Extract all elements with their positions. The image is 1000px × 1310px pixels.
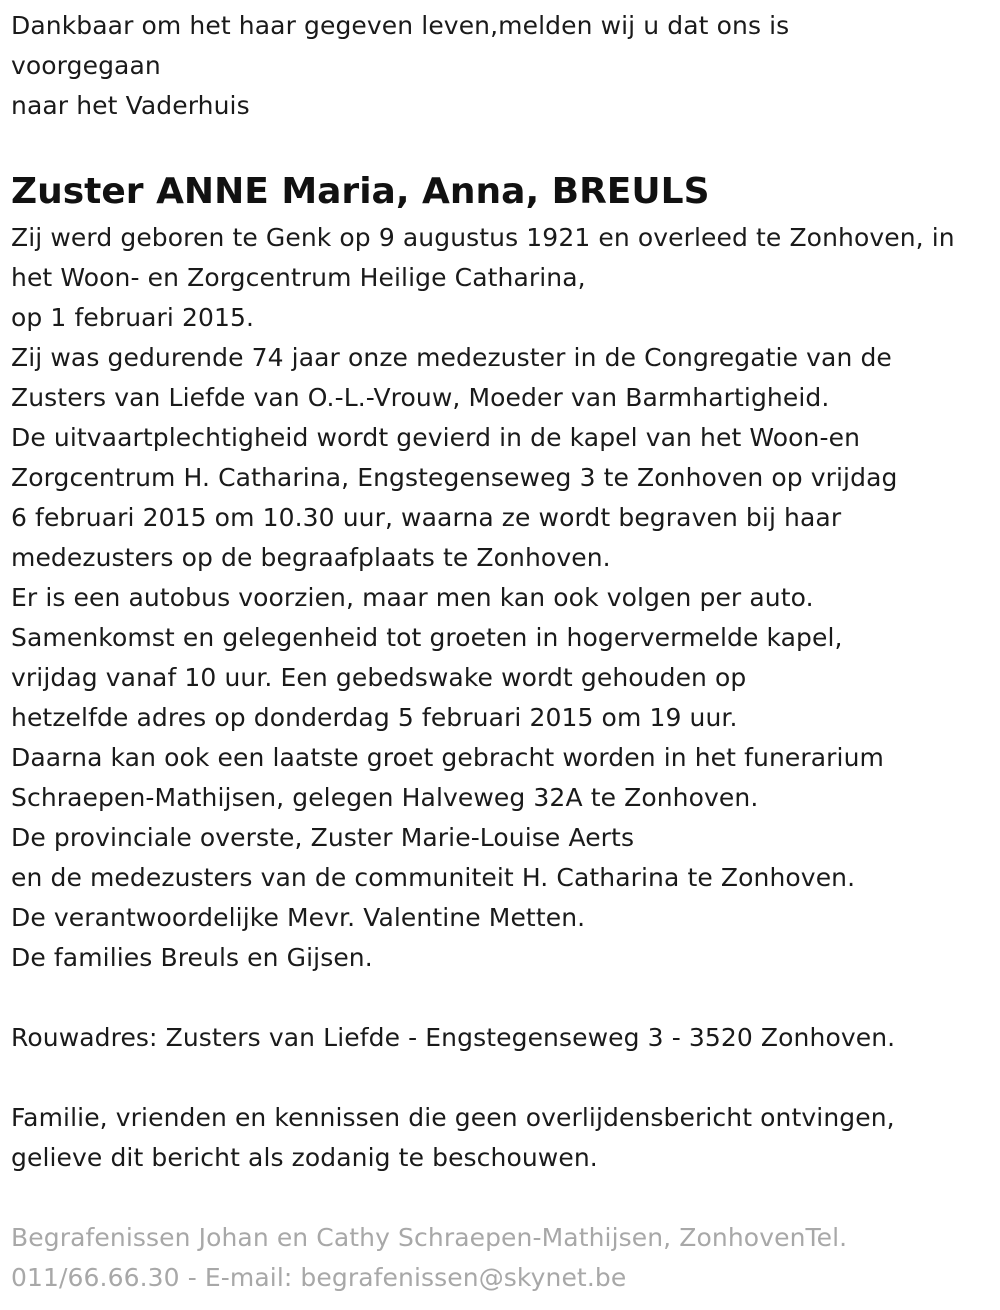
intro-line: Dankbaar om het haar gegeven leven,melden wij u dat ons is — [11, 11, 790, 40]
notice-line: gelieve dit bericht als zodanig te beschouwen. — [11, 1143, 598, 1172]
mourning-address: Rouwadres: Zusters van Liefde - Engstegenseweg 3 - 3520 Zonhoven. — [11, 1023, 896, 1052]
footer-line: Begrafenissen Johan en Cathy Schraepen-Mathijsen, ZonhovenTel. — [11, 1223, 848, 1252]
body-text — [11, 218, 990, 978]
body-line: De verantwoordelijke Mevr. Valentine Metten. — [11, 903, 586, 932]
body-line: vrijdag vanaf 10 uur. Een gebedswake wordt gehouden op — [11, 663, 747, 692]
body-line: Zusters van Liefde van O.-L.-Vrouw, Moeder van Barmhartigheid. — [11, 383, 830, 412]
body-line: op 1 februari 2015. — [11, 303, 255, 332]
intro-text — [11, 6, 990, 126]
body-line: Zorgcentrum H. Catharina, Engstegenseweg 3 te Zonhoven op vrijdag — [11, 463, 898, 492]
spacer — [11, 1058, 990, 1098]
body-line: Zij werd geboren te Genk op 9 augustus 1921 en overleed te Zonhoven, in — [11, 223, 955, 252]
body-line: 6 februari 2015 om 10.30 uur, waarna ze wordt begraven bij haar — [11, 503, 842, 532]
spacer — [11, 978, 990, 1018]
deceased-name-heading: Zuster ANNE Maria, Anna, BREULS — [11, 171, 710, 212]
body-line: Samenkomst en gelegenheid tot groeten in hogervermelde kapel, — [11, 623, 843, 652]
intro-line: voorgegaan — [11, 51, 161, 80]
body-line: Zij was gedurende 74 jaar onze medezuster in de Congregatie van de — [11, 343, 892, 372]
body-line: Er is een autobus voorzien, maar men kan ook volgen per auto. — [11, 583, 814, 612]
body-line: De uitvaartplechtigheid wordt gevierd in de kapel van het Woon-en — [11, 423, 861, 452]
body-line: en de medezusters van de communiteit H. Catharina te Zonhoven. — [11, 863, 856, 892]
body-line: hetzelfde adres op donderdag 5 februari 2015 om 19 uur. — [11, 703, 738, 732]
body-line: het Woon- en Zorgcentrum Heilige Catharina, — [11, 263, 586, 292]
intro-line: naar het Vaderhuis — [11, 91, 250, 120]
body-line: De provinciale overste, Zuster Marie-Louise Aerts — [11, 823, 635, 852]
notice-text — [11, 1098, 990, 1178]
body-line: Daarna kan ook een laatste groet gebracht worden in het funerarium — [11, 743, 885, 772]
funeral-home-footer — [11, 1218, 990, 1298]
body-line: Schraepen-Mathijsen, gelegen Halveweg 32A te Zonhoven. — [11, 783, 759, 812]
footer-line: 011/66.66.30 - E-mail: begrafenissen@skynet.be — [11, 1263, 627, 1292]
body-line: medezusters op de begraafplaats te Zonhoven. — [11, 543, 611, 572]
notice-line: Familie, vrienden en kennissen die geen overlijdensbericht ontvingen, — [11, 1103, 895, 1132]
body-line: De families Breuls en Gijsen. — [11, 943, 373, 972]
